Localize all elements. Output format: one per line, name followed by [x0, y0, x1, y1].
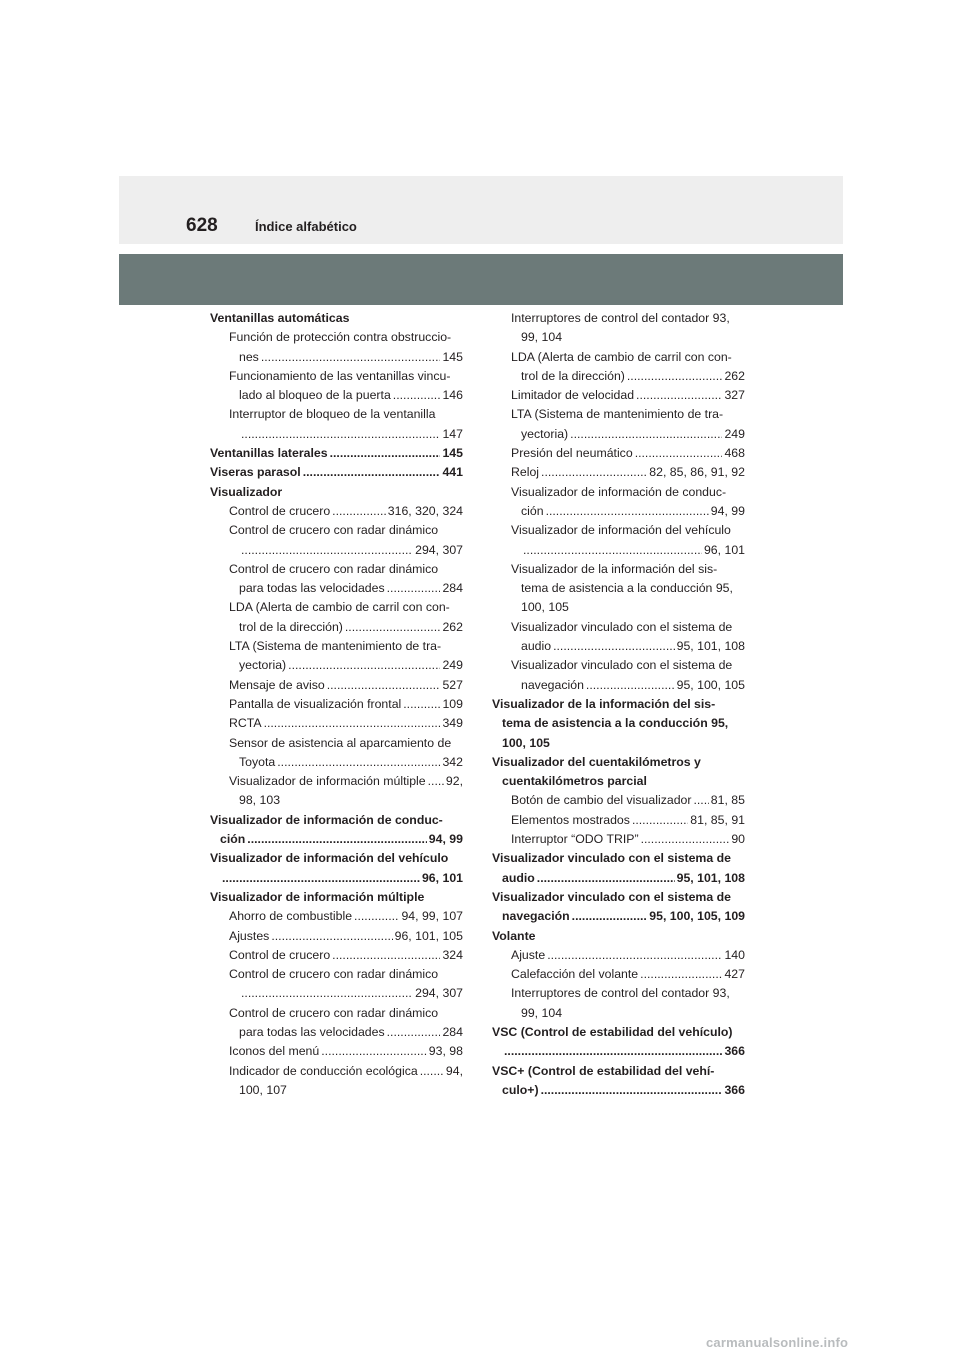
- index-entry: [239, 579, 463, 598]
- entry-page-ref: 342: [442, 754, 463, 769]
- dot-leader: [241, 425, 440, 444]
- section-bar: [119, 254, 843, 305]
- dot-leader: [641, 830, 730, 849]
- index-entry: [521, 425, 745, 444]
- dot-leader: [541, 463, 647, 482]
- entry-page-ref: 96, 101: [703, 542, 745, 557]
- entry-page-ref: 147: [442, 426, 463, 441]
- entry-term: Indicador de conducción ecológica: [229, 1063, 418, 1078]
- index-entry: [511, 965, 745, 984]
- index-entry: [239, 541, 463, 560]
- entry-term: Toyota: [239, 754, 276, 769]
- dot-leader: [332, 502, 386, 521]
- index-line: Control de crucero con radar dinámico: [229, 1005, 439, 1020]
- index-line: Interruptores de control del contador 93,: [511, 311, 730, 325]
- dot-leader: [387, 1023, 441, 1042]
- entry-page-ref: 262: [724, 368, 745, 383]
- dot-leader: [303, 463, 441, 482]
- index-heading: Visualizador de la información del sis-: [492, 696, 716, 711]
- entry-page-ref: 527: [442, 677, 463, 692]
- index-heading: Volante: [492, 928, 536, 943]
- dot-leader: [222, 869, 420, 888]
- entry-term: culo+): [502, 1082, 539, 1097]
- index-heading: Ventanillas automáticas: [210, 311, 350, 325]
- index-heading: Visualizador: [210, 484, 283, 499]
- dot-leader: [241, 984, 413, 1003]
- entry-page-ref: 366: [724, 1044, 745, 1059]
- index-entry: [220, 830, 463, 849]
- page-number: 628: [186, 215, 218, 236]
- index-column-left: [210, 309, 463, 1100]
- index-entry: [229, 927, 463, 946]
- index-entry: [239, 618, 463, 637]
- index-entry: [229, 1042, 463, 1061]
- dot-leader: [241, 541, 413, 560]
- entry-page-ref: 93, 98: [428, 1044, 463, 1059]
- entry-page-ref: 94, 99, 107: [401, 909, 463, 924]
- dot-leader: [636, 386, 722, 405]
- index-entry: [210, 463, 463, 482]
- index-entry: [239, 425, 463, 444]
- entry-term: Ajustes: [229, 928, 270, 943]
- entry-page-ref: 96, 101: [421, 870, 463, 885]
- entry-page-ref: 324: [442, 947, 463, 962]
- entry-page-ref: 249: [724, 426, 745, 441]
- entry-term: Botón de cambio del visualizador: [511, 793, 692, 808]
- index-line: LDA (Alerta de cambio de carril con con-: [229, 600, 450, 615]
- index-heading: VSC (Control de estabilidad del vehículo): [492, 1024, 733, 1039]
- index-line: cuentakilómetros parcial: [502, 774, 647, 789]
- entry-term: yectoria): [521, 426, 569, 441]
- index-line: Visualizador de la información del sis-: [511, 561, 718, 576]
- entry-page-ref: 95, 101, 108: [676, 870, 745, 885]
- dot-leader: [693, 791, 708, 810]
- index-entry: [521, 541, 745, 560]
- section-title: Índice alfabético: [255, 219, 357, 234]
- index-entry: [502, 907, 745, 926]
- entry-page-ref: 95, 101, 108: [676, 639, 745, 654]
- entry-term: yectoria): [239, 658, 287, 673]
- entry-page-ref: 81, 85: [710, 793, 745, 808]
- index-entry: [239, 984, 463, 1003]
- entry-term: Pantalla de visualización frontal: [229, 696, 402, 711]
- index-line: 100, 107: [239, 1082, 287, 1097]
- index-line: Interruptor de bloqueo de la ventanilla: [229, 407, 436, 422]
- index-heading: Visualizador vinculado con el sistema de: [492, 851, 731, 866]
- header-band: [119, 176, 843, 244]
- index-line: 100, 105: [502, 735, 550, 750]
- index-heading: Visualizador del cuentakilómetros y: [492, 754, 701, 769]
- entry-term: Interruptor “ODO TRIP”: [511, 832, 639, 847]
- entry-term: para todas las velocidades: [239, 1024, 385, 1039]
- index-entry: [229, 502, 463, 521]
- entry-page-ref: 94,: [445, 1063, 463, 1078]
- index-heading: Visualizador de información múltiple: [210, 889, 425, 904]
- entry-term: navegación: [521, 677, 584, 692]
- index-entry: [521, 367, 745, 386]
- dot-leader: [387, 579, 441, 598]
- dot-leader: [547, 946, 722, 965]
- entry-page-ref: 146: [442, 388, 463, 403]
- index-entry: [511, 463, 745, 482]
- entry-page-ref: 90: [731, 832, 745, 847]
- dot-leader: [345, 618, 441, 637]
- dot-leader: [332, 946, 440, 965]
- index-heading: VSC+ (Control de estabilidad del vehí-: [492, 1063, 715, 1078]
- dot-leader: [523, 541, 702, 560]
- entry-term: nes: [239, 349, 259, 364]
- index-entry: [220, 869, 463, 888]
- dot-leader: [537, 869, 675, 888]
- entry-page-ref: 95, 100, 105, 109: [649, 909, 745, 924]
- entry-page-ref: 366: [724, 1082, 745, 1097]
- index-line: 99, 104: [521, 1005, 563, 1020]
- index-line: LTA (Sistema de mantenimiento de tra-: [511, 407, 724, 422]
- entry-term: Reloj: [511, 465, 540, 480]
- entry-page-ref: 145: [442, 446, 463, 461]
- dot-leader: [570, 425, 722, 444]
- index-entry: [511, 791, 745, 810]
- entry-page-ref: 262: [442, 619, 463, 634]
- watermark: carmanualsonline.info: [706, 1335, 849, 1350]
- entry-term: Iconos del menú: [229, 1044, 320, 1059]
- entry-page-ref: 427: [724, 967, 745, 982]
- entry-page-ref: 468: [724, 446, 745, 461]
- index-line: Control de crucero con radar dinámico: [229, 523, 439, 538]
- index-line: Sensor de asistencia al aparcamiento de: [229, 735, 452, 750]
- dot-leader: [627, 367, 723, 386]
- index-heading: Visualizador de información de conduc-: [210, 812, 443, 827]
- index-line: Visualizador vinculado con el sistema de: [511, 658, 733, 673]
- index-entry: [511, 444, 745, 463]
- index-entry: [502, 869, 745, 888]
- dot-leader: [261, 348, 441, 367]
- entry-term: audio: [521, 639, 552, 654]
- index-entry: [229, 676, 463, 695]
- dot-leader: [632, 811, 688, 830]
- dot-leader: [541, 1081, 723, 1100]
- entry-term: lado al bloqueo de la puerta: [239, 388, 391, 403]
- entry-term: Elementos mostrados: [511, 812, 630, 827]
- dot-leader: [327, 676, 441, 695]
- index-entry: [229, 695, 463, 714]
- dot-leader: [330, 444, 441, 463]
- entry-term: para todas las velocidades: [239, 581, 385, 596]
- entry-term: Presión del neumático: [511, 446, 633, 461]
- dot-leader: [420, 1062, 444, 1081]
- index-entry: [229, 907, 463, 926]
- index-entry: [521, 676, 745, 695]
- index-entry: [511, 830, 745, 849]
- entry-page-ref: 92,: [445, 774, 463, 789]
- index-line: Función de protección contra obstruccio-: [229, 330, 452, 345]
- index-entry: [239, 753, 463, 772]
- entry-term: Calefacción del volante: [511, 967, 639, 982]
- dot-leader: [277, 753, 440, 772]
- entry-page-ref: 294, 307: [415, 986, 463, 1001]
- entry-term: Viseras parasol: [210, 465, 301, 480]
- entry-term: Control de crucero: [229, 947, 331, 962]
- index-heading: Visualizador vinculado con el sistema de: [492, 889, 731, 904]
- entry-page-ref: 145: [442, 349, 463, 364]
- index-entry: [511, 386, 745, 405]
- index-entry: [210, 444, 463, 463]
- entry-page-ref: 294, 307: [415, 542, 463, 557]
- dot-leader: [321, 1042, 427, 1061]
- index-line: 100, 105: [521, 600, 569, 615]
- entry-page-ref: 327: [724, 388, 745, 403]
- index-entry: [502, 1042, 745, 1061]
- dot-leader: [640, 965, 722, 984]
- entry-term: Ahorro de combustible: [229, 909, 353, 924]
- index-entry: [502, 1081, 745, 1100]
- index-line: tema de asistencia a la conducción 95,: [521, 581, 733, 596]
- entry-term: Visualizador de información múltiple: [229, 774, 426, 789]
- entry-page-ref: 94, 99: [710, 503, 745, 518]
- entry-page-ref: 349: [442, 716, 463, 731]
- entry-page-ref: 95, 100, 105: [676, 677, 745, 692]
- entry-term: Ventanillas laterales: [210, 446, 328, 461]
- index-heading: Visualizador de información del vehículo: [210, 851, 449, 866]
- index-entry: [521, 637, 745, 656]
- entry-page-ref: 284: [442, 1024, 463, 1039]
- dot-leader: [264, 714, 441, 733]
- index-entry: [239, 1023, 463, 1042]
- dot-leader: [553, 637, 675, 656]
- index-entry: [229, 714, 463, 733]
- entry-page-ref: 109: [442, 696, 463, 711]
- entry-term: ción: [220, 832, 246, 847]
- entry-term: trol de la dirección): [521, 368, 625, 383]
- dot-leader: [288, 656, 440, 675]
- dot-leader: [354, 907, 399, 926]
- entry-page-ref: 96, 101, 105: [394, 928, 463, 943]
- index-line: Visualizador de información de conduc-: [511, 484, 727, 499]
- index-entry: [229, 1062, 463, 1081]
- entry-page-ref: 441: [442, 465, 463, 480]
- dot-leader: [393, 386, 441, 405]
- entry-term: Limitador de velocidad: [511, 388, 635, 403]
- index-entry: [511, 946, 745, 965]
- index-entry: [239, 386, 463, 405]
- index-column-right: [492, 309, 745, 1100]
- dot-leader: [572, 907, 648, 926]
- dot-leader: [428, 772, 444, 791]
- entry-term: Mensaje de aviso: [229, 677, 325, 692]
- index-entry: [229, 772, 463, 791]
- entry-term: ción: [521, 503, 544, 518]
- entry-page-ref: 140: [724, 947, 745, 962]
- dot-leader: [635, 444, 723, 463]
- index-line: Control de crucero con radar dinámico: [229, 561, 439, 576]
- dot-leader: [504, 1042, 722, 1061]
- index-line: 98, 103: [239, 793, 281, 808]
- index-line: Visualizador de información del vehículo: [511, 523, 731, 538]
- entry-page-ref: 284: [442, 581, 463, 596]
- dot-leader: [546, 502, 709, 521]
- index-line: Visualizador vinculado con el sistema de: [511, 619, 733, 634]
- dot-leader: [247, 830, 427, 849]
- dot-leader: [271, 927, 392, 946]
- index-entry: [239, 348, 463, 367]
- index-entry: [521, 502, 745, 521]
- entry-term: Ajuste: [511, 947, 546, 962]
- entry-page-ref: 81, 85, 91: [690, 812, 745, 827]
- entry-term: audio: [502, 870, 535, 885]
- entry-page-ref: 316, 320, 324: [387, 503, 463, 518]
- index-line: 99, 104: [521, 330, 563, 345]
- entry-term: Control de crucero: [229, 503, 331, 518]
- index-line: LDA (Alerta de cambio de carril con con-: [511, 349, 732, 364]
- index-line: Control de crucero con radar dinámico: [229, 967, 439, 982]
- dot-leader: [403, 695, 440, 714]
- index-line: Funcionamiento de las ventanillas vincu-: [229, 368, 451, 383]
- index-line: Interruptores de control del contador 93,: [511, 986, 730, 1001]
- entry-page-ref: 249: [442, 658, 463, 673]
- entry-page-ref: 82, 85, 86, 91, 92: [649, 465, 745, 480]
- entry-term: RCTA: [229, 716, 262, 731]
- index-entry: [229, 946, 463, 965]
- entry-term: trol de la dirección): [239, 619, 343, 634]
- entry-term: navegación: [502, 909, 570, 924]
- entry-page-ref: 94, 99: [428, 832, 463, 847]
- dot-leader: [586, 676, 675, 695]
- index-line: LTA (Sistema de mantenimiento de tra-: [229, 639, 442, 654]
- index-line: tema de asistencia a la conducción 95,: [502, 716, 729, 731]
- index-entry: [239, 656, 463, 675]
- index-entry: [511, 811, 745, 830]
